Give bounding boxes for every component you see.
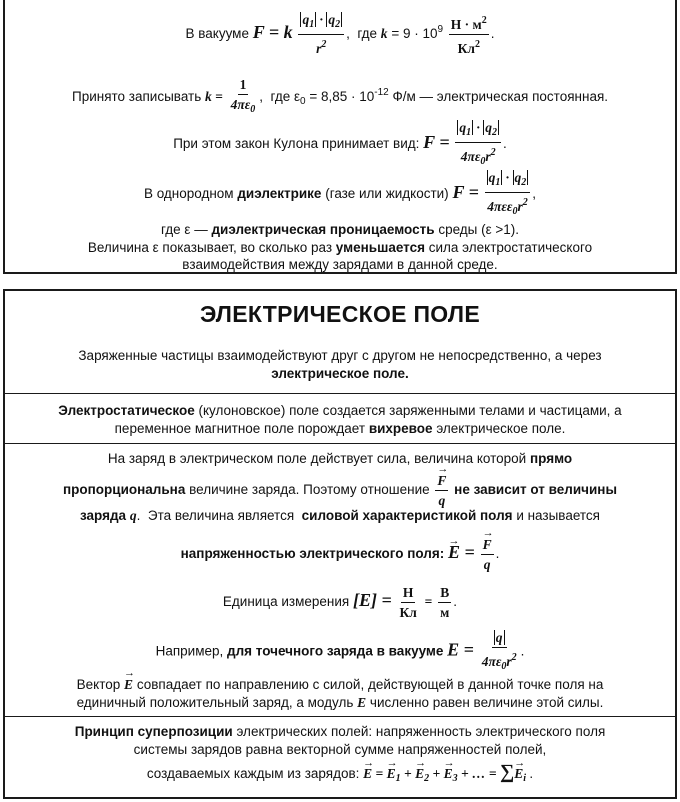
text: = 9 · 10 — [391, 26, 438, 41]
text: Например, — [155, 643, 224, 659]
text: Вектор — [76, 677, 121, 692]
term-force-characteristic: силовой характеристикой поля — [301, 508, 513, 523]
term-charge: заряда — [80, 508, 127, 523]
text: системы зарядов равна векторной сумме напряженностей полей, — [133, 742, 547, 757]
p4-line-2 — [5, 741, 675, 758]
term-directly: прямо — [530, 451, 573, 466]
text: создаваемых каждым из зарядов: — [146, 766, 360, 781]
E-symbol: E — [357, 695, 367, 710]
coulomb-law-box — [3, 0, 677, 274]
term-point-charge: для точечного заряда в вакууме — [227, 643, 444, 659]
term-independent: не зависит от величины — [454, 482, 617, 497]
superposition-formula: → E = → $E_1$ + → $E_2$ + → $E_3$ + … = ∑→ $E_i$ — [363, 766, 529, 781]
text: электрических полей: напряженность электрического поля — [236, 724, 606, 739]
term-permittivity: диэлектрическая проницаемость — [211, 222, 435, 237]
text: В однородном — [143, 186, 234, 202]
divider — [5, 716, 675, 717]
dielectric-line: В однородном диэлектрике (газе или жидкости) F = $\frac{q_1 \cdot q_2}{4\pi\varepsilon\varepsilon_0r^2}$ , — [5, 169, 675, 220]
fraction: $\frac{q}{4\pi\varepsilon_0r^2}$ — [481, 630, 517, 672]
equals: = — [424, 594, 433, 609]
unit-den: Кл — [399, 604, 417, 620]
divider — [5, 393, 675, 394]
vacuum-formula-line: В вакууме F = k $\frac{q_1 \cdot q_2}{r^2}$ , где $k = 9 \cdot 10^9$ $\frac{Н \cdot м^2}{Кл^2}$ . — [185, 12, 495, 57]
unit-fraction — [397, 584, 418, 621]
text: В вакууме — [185, 26, 249, 41]
p3-line-5: Единица измерения [E] = $\frac{Н}{Кл}$ = $\frac{В}{м}$ . — [222, 584, 458, 620]
k-symbol: k = — [205, 89, 223, 104]
electric-field-box — [3, 289, 677, 799]
text: численно равен величине этой силы. — [369, 695, 604, 710]
formula-F: F = — [452, 182, 479, 203]
formula-E: → E = — [448, 542, 475, 562]
text: где ε — — [160, 222, 208, 237]
text: Единица измерения — [222, 594, 350, 609]
divider — [5, 443, 675, 444]
unit-fraction — [438, 584, 451, 621]
term-electrostatic: Электростатическое — [58, 403, 195, 418]
meaning-line-1 — [5, 239, 675, 256]
unit-of-E: [E] = — [352, 590, 392, 610]
p3-line-2 — [5, 471, 675, 509]
term-superposition: Принцип суперпозиции — [74, 724, 233, 739]
permittivity-line — [5, 221, 675, 238]
text: Величина ε показывает, во сколько раз — [87, 240, 333, 255]
text: и называется — [516, 508, 600, 523]
text: электрическое поле. — [436, 421, 566, 436]
p3-line-6: Например, для точечного заряда в вакууме E = $\frac{q}{4\pi\varepsilon_0r^2}$ . — [5, 629, 675, 675]
constant-line: Принято записывать k = $\frac{1}{4\pi\varepsilon_0}$ , где $\varepsilon_0 = 8,85 \cdot 10^{-12}$ Ф/м — электрическая постоянная. — [5, 74, 675, 121]
text: Принято записывать — [71, 89, 202, 104]
q-symbol: q — [129, 508, 137, 523]
text: Заряженные частицы взаимодействуют друг с другом не непосредственно, а через — [78, 348, 602, 363]
text: где ε — [270, 89, 301, 104]
p2-line-2 — [5, 420, 675, 437]
text: Ф/м — электрическая постоянная. — [388, 89, 609, 104]
unit-fraction: $\frac{Н \cdot м^2}{Кл^2}$ — [449, 12, 489, 57]
exponent: -12 — [374, 87, 389, 98]
text: совпадает по направлению с силой, действующей в данной точке поля на — [136, 677, 604, 692]
text: переменное магнитное поле порождает — [114, 421, 366, 436]
text: (газе или жидкости) — [325, 186, 449, 202]
text: сила электростатического — [428, 240, 593, 255]
coulomb-law-line: При этом закон Кулона принимает вид: F = $\frac{q_1 \cdot q_2}{4\pi\varepsilon_0r^2}$ . — [5, 119, 675, 170]
fraction: $\frac{q_1 \cdot q_2}{r^2}$ — [298, 11, 344, 57]
p3-line-7 — [5, 676, 675, 693]
fraction: $\frac{q_1 \cdot q_2}{4\pi\varepsilon\varepsilon_0r^2}$ — [485, 169, 531, 220]
section-title: ЭЛЕКТРИЧЕСКОЕ ПОЛЕ — [200, 301, 480, 327]
text: среды (ε >1). — [438, 222, 520, 237]
p4-line-3: создаваемых каждым из зарядов: → E = → $E_1$ + → $E_2$ + → $E_3$ + … = ∑→ $E_i$ . — [5, 761, 675, 790]
p3-line-4: напряженностью электрического поля: → E = → $\frac{F}{q}$ . — [5, 533, 675, 573]
exponent: 9 — [437, 24, 444, 35]
unit-num: Н · м — [450, 16, 482, 32]
p3-line-1 — [5, 450, 675, 467]
fraction: → $\frac{F}{q}$ — [481, 536, 494, 573]
text: единичный положительный заряд, а модуль — [76, 695, 354, 710]
term-proportional: пропорциональна — [63, 482, 186, 497]
p3-line-3: заряда q. Эта величина является силовой характеристикой поля и называется — [80, 508, 600, 523]
text: При этом закон Кулона принимает вид: — [173, 136, 420, 152]
unit-den: м — [440, 604, 450, 620]
meaning-line-2 — [5, 256, 675, 273]
term-electric-field: электрическое поле. — [271, 366, 409, 381]
unit-den: Кл — [457, 40, 475, 56]
term-vortex: вихревое — [368, 421, 433, 436]
unit-num: Н — [401, 584, 416, 603]
ratio-fraction: → $\frac{F}{q}$ — [435, 472, 448, 509]
p2-line-1 — [5, 402, 675, 419]
formula-E: E = — [447, 639, 474, 660]
unit-num: В — [438, 584, 451, 603]
term-decreases: уменьшается — [335, 240, 425, 255]
text: На заряд в электрическом поле действует сила, величина которой — [107, 451, 527, 466]
fraction: $\frac{q_1 \cdot q_2}{4\pi\varepsilon_0r^2}$ — [455, 119, 501, 170]
k-symbol: k — [380, 26, 388, 41]
text: где — [357, 26, 378, 41]
formula-F: F = — [423, 132, 450, 153]
p3-line-8 — [5, 694, 675, 711]
p1-line-2 — [5, 365, 675, 382]
p1-line-1 — [5, 347, 675, 364]
text: Эта величина является — [147, 508, 295, 523]
formula-F: F = k — [252, 22, 293, 42]
p4-line-1 — [5, 723, 675, 740]
term-dielectric: диэлектрике — [237, 186, 322, 202]
text: = 8,85 · 10 — [305, 89, 375, 104]
text: (кулоновское) поле создается заряженными телами и частицами, а — [198, 403, 622, 418]
fraction: $\frac{1}{4\pi\varepsilon_0}$ — [230, 77, 256, 116]
E-vector: → E — [124, 677, 133, 692]
term-field-strength: напряженностью электрического поля: — [180, 546, 445, 561]
text: взаимодействия между зарядами в данной среде. — [182, 257, 498, 272]
text: величине заряда. Поэтому отношение — [189, 482, 430, 497]
